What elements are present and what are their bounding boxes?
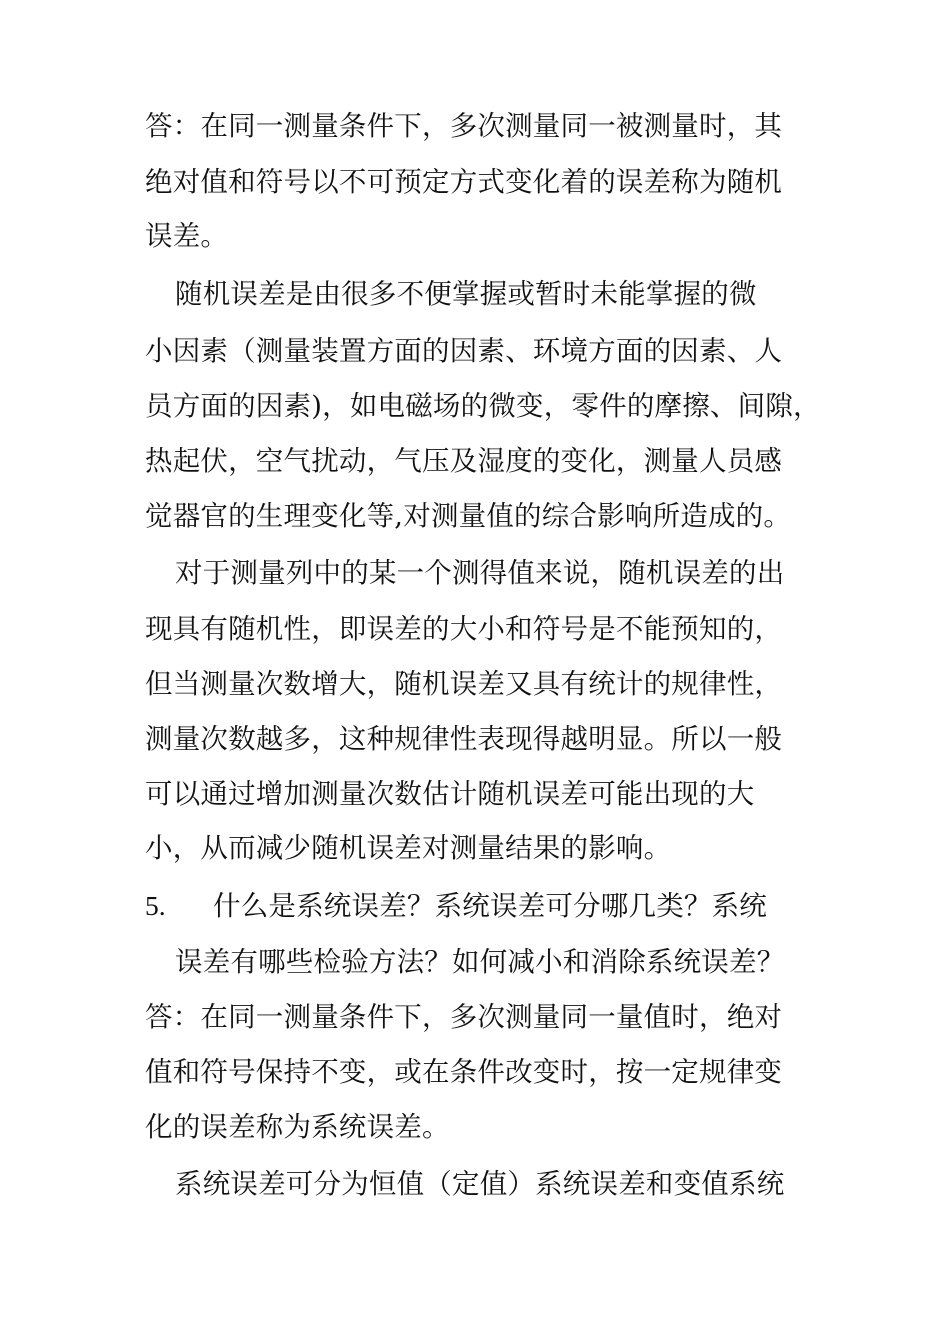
text-line: 觉器官的生理变化等,对测量值的综合影响所造成的。 — [145, 500, 792, 532]
text-line: 系统误差可分为恒值（定值）系统误差和变值系统 — [175, 1168, 785, 1200]
question-number: 5. — [145, 890, 166, 921]
text-line: 小因素（测量装置方面的因素、环境方面的因素、人 — [145, 335, 783, 367]
text-line: 小，从而减少随机误差对测量结果的影响。 — [145, 832, 672, 864]
text-line: 员方面的因素)，如电磁场的微变，零件的摩擦、间隙， — [145, 390, 821, 422]
text-line: 值和符号保持不变，或在条件改变时，按一定规律变 — [145, 1056, 783, 1088]
text-line: 化的误差称为系统误差。 — [145, 1111, 450, 1143]
question-line: 误差有哪些检验方法？如何减小和消除系统误差？ — [175, 946, 785, 978]
text-line: 随机误差是由很多不便掌握或暂时未能掌握的微 — [175, 278, 757, 310]
text-line: 现具有随机性，即误差的大小和符号是不能预知的， — [145, 613, 783, 645]
text-line: 可以通过增加测量次数估计随机误差可能出现的大 — [145, 778, 755, 810]
text-line: 对于测量列中的某一个测得值来说，随机误差的出 — [175, 557, 785, 589]
text-line: 绝对值和符号以不可预定方式变化着的误差称为随机 — [145, 166, 783, 198]
text-line: 答：在同一测量条件下，多次测量同一量值时，绝对 — [145, 1001, 783, 1033]
text-line: 热起伏，空气扰动，气压及湿度的变化，测量人员感 — [145, 445, 783, 477]
question-line: 什么是系统误差？系统误差可分哪几类？系统 — [213, 890, 767, 922]
text-line: 误差。 — [145, 220, 229, 252]
text-line: 测量次数越多，这种规律性表现得越明显。所以一般 — [145, 723, 783, 755]
text-line: 答：在同一测量条件下，多次测量同一被测量时，其 — [145, 110, 783, 142]
text-line: 但当测量次数增大，随机误差又具有统计的规律性， — [145, 668, 783, 700]
